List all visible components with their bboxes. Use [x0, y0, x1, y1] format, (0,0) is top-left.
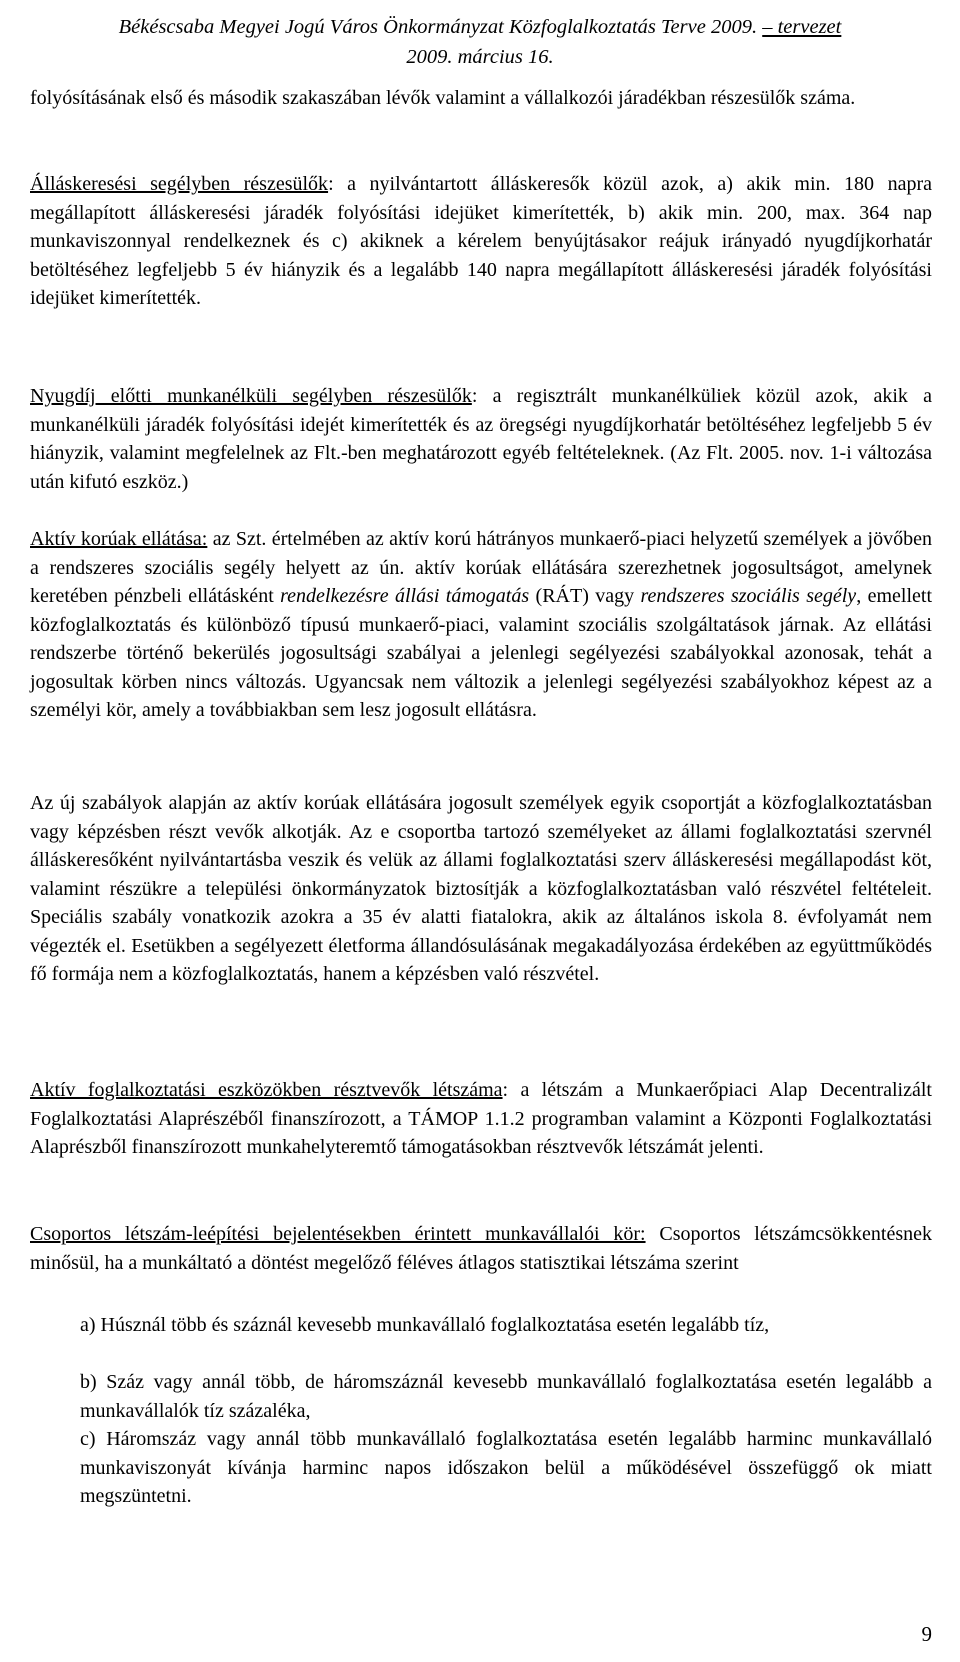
page-number: 9 [921, 1622, 932, 1646]
paragraph-text: : a nyilvántartott álláskeresők közül azok, a) akik min. 180 napra megállapított álláskeresési járadék folyósítási idejüket kimerítették, b) akik min. 200, max. 364 nap munkaviszonnyal rendelkeznek és c) akiknek a kérelem benyújtásakor reájuk irányadó nyugdíjkorhatár betöltéséhez legfeljebb 5 év hiányzik és a legalább 140 napra megállapított álláskeresési járadék folyósítási idejüket kimerítették. [30, 173, 932, 309]
paragraph-aktiv-koruak-ellatasa [30, 525, 932, 725]
paragraph-nyugdij-elotti-segely [30, 382, 932, 496]
page-header [0, 12, 960, 72]
italic-term: rendelkezésre állási támogatás [280, 585, 530, 607]
defined-term: Álláskeresési segélyben részesülők [30, 173, 329, 195]
header-line-2: 2009. március 16. [406, 46, 554, 68]
paragraph-text: : a regisztrált munkanélküliek közül azok, akik a munkanélküli járadék folyósítási idejét kimerítették és az öregségi nyugdíjkorhatár betöltéséhez legfeljebb 5 év hiányzik, valamint megfelelnek az Flt.-ben meghatározott egyéb feltételeknek. (Az Flt. 2005. nov. 1-i változása után kifutó eszköz.) [30, 385, 933, 493]
paragraph-text: Az új szabályok alapján az aktív korúak ellátására jogosult személyek egyik csoportját a közfoglalkoztatásban vagy képzésben részt vevők alkotják. Az e csoportba tartozó személyeket az állami foglalkoztatási szervnél álláskeresőként nyilvántartásba veszik és velük az állami foglalkoztatási szerv álláskeresési megállapodást köt, valamint részükre a települési önkormányzatok biztosítják a közfoglalkoztatásban való részvétel feltételeit. Speciális szabály vonatkozik azokra a 35 év alatti fiatalokra, akik az általános iskola 8. évfolyamát nem végezték el. Esetükben a segélyezett életforma állandósulásának megakadályozása érdekében az együttműködés fő formája nem a közfoglalkoztatás, hanem a képzésben való részvétel. [30, 792, 932, 985]
italic-term: rendszeres szociális segély [640, 585, 857, 607]
defined-term: Nyugdíj előtti munkanélküli segélyben részesülők [30, 385, 472, 407]
paragraph-uj-szabalyok [30, 789, 932, 989]
paragraph-continuation [30, 84, 932, 113]
list-item: b) Száz vagy annál több, de háromszáznál kevesebb munkavállaló foglalkoztatása esetén legalább a munkavállalók tíz százaléka, [80, 1371, 932, 1422]
paragraph-text: Csoportos létszámcsökkentésnek minősül, ha a munkáltató a döntést megelőző féléves átlagos statisztikai létszáma szerint [30, 1223, 933, 1274]
paragraph-text: az Szt. értelmében az aktív korú hátrányos munkaerő-piaci helyzetű személyek a jövőben a rendszeres szociális segély helyett az ún. aktív korúak ellátására szerezhetnek jogosultságot, amelynek keretében pénzbeli ellátásként [30, 528, 932, 607]
paragraph-aktiv-foglalkoztatasi-eszkozok [30, 1076, 932, 1162]
defined-term: Aktív foglalkoztatási eszközökben résztvevők létszáma [30, 1079, 503, 1101]
defined-term: Aktív korúak ellátása: [30, 528, 208, 550]
paragraph-allaskeresesi-segely [30, 170, 932, 313]
list-item: c) Háromszáz vagy annál több munkavállaló foglalkoztatása esetén legalább harminc munkavállaló munkaviszonyát kívánja harminc napos időszakon belül a működésével összefüggő ok miatt megszüntetni. [80, 1428, 932, 1507]
paragraph-text: (RÁT) vagy [529, 585, 641, 607]
paragraph-csoportos-letszamleepites [30, 1220, 932, 1277]
paragraph-text: : a létszám a Munkaerőpiaci Alap Decentralizált Foglalkoztatási Alaprészéből finanszírozott, a TÁMOP 1.1.2 programban valamint a Központi Foglalkoztatási Alaprészből finanszírozott munkahelyteremtő támogatásokban résztvevők létszámát jelenti. [30, 1079, 932, 1158]
header-line-1 [0, 12, 960, 42]
paragraph-text: , emellett közfoglalkoztatás és különböző típusú munkaerő-piaci, valamint szociális szolgáltatások járnak. Az ellátási rendszerbe történő bekerülés jogosultsági szabályai a jelenlegi segélyezési szabályokkal azonosak, tehát a jogosultak körben nincs változás. Ugyancsak nem változik a jelenlegi segélyezési szabályokhoz képest az a személyi kör, amely a továbbiakban sem lesz jogosult ellátásra. [30, 585, 932, 721]
header-revision-note: – tervezet [762, 16, 842, 38]
paragraph-text: folyósításának első és második szakaszában lévők valamint a vállalkozói járadékban részesülők száma. [30, 87, 856, 109]
defined-term: Csoportos létszám-leépítési bejelentésekben érintett munkavállalói kör: [30, 1223, 646, 1245]
list-item: a) Húsznál több és száznál kevesebb munkavállaló foglalkoztatása esetén legalább tíz, [80, 1314, 770, 1336]
header-title: Békéscsaba Megyei Jogú Város Önkormányzat Közfoglalkoztatás Terve 2009. [118, 16, 763, 38]
